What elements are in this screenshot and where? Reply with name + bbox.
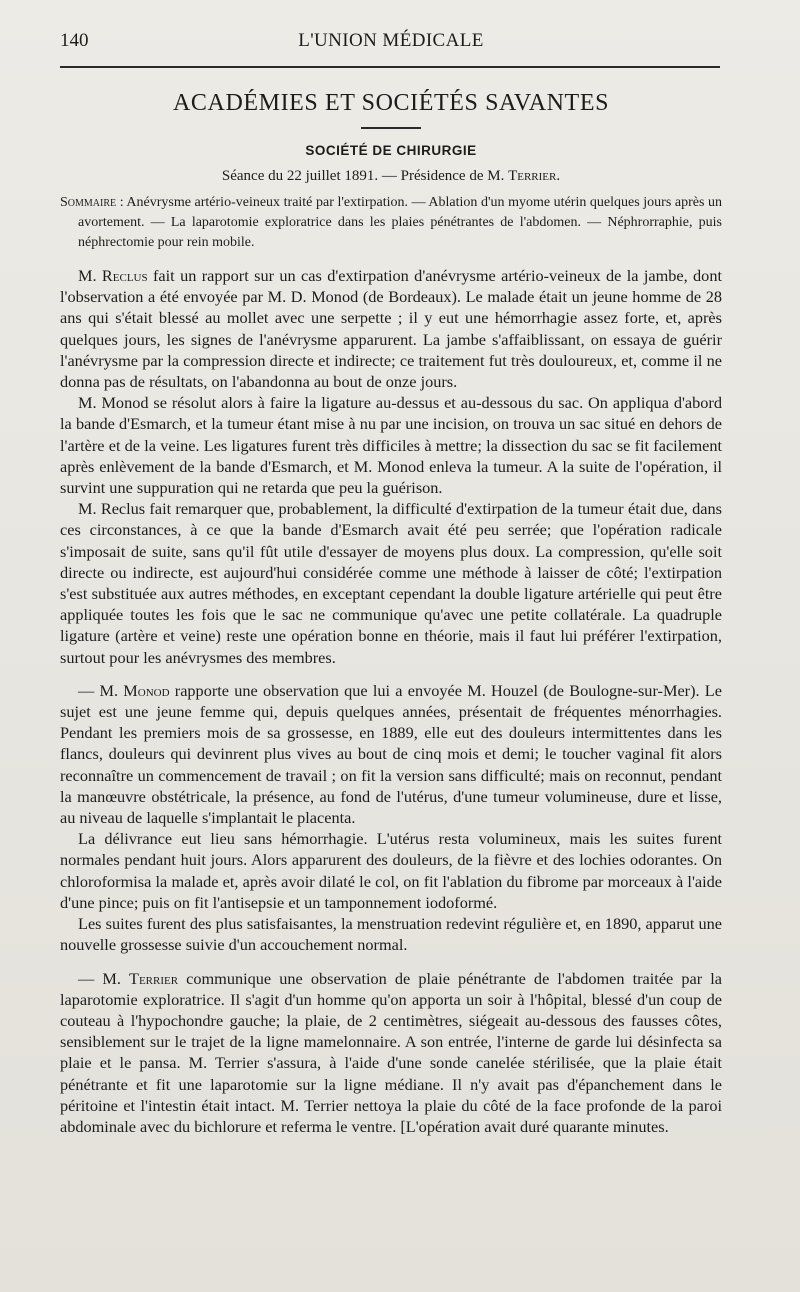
paragraph-delivrance: [60, 828, 722, 913]
header-rule: [60, 66, 720, 68]
society-title: SOCIÉTÉ DE CHIRURGIE: [305, 143, 477, 158]
paragraph-prefix: — M.: [78, 968, 129, 988]
speaker-name: Reclus: [101, 266, 148, 285]
running-head: [60, 30, 722, 60]
paragraph-monod-observation: [60, 680, 722, 828]
paragraph-gap: [60, 668, 722, 680]
paragraph-text: La délivrance eut lieu sans hémorrhagie. L'utérus resta volumineux, mais les suites furent normales pendant huit jours. Alors apparurent des douleurs, de la fièvre et des lochies odorantes. On chloroformisa la malade et, après avoir dilaté le col, on fit l'ablation du fibrome par morceaux à l'aide d'une pince; puis on fit l'antisepsie et un tamponnement iodoformé.: [60, 829, 722, 912]
summary-text: : Anévrysme artério-veineux traité par l'extirpation. — Ablation d'un myome utérin quelques jours après un avortement. — La laparotomie exploratrice dans les plaies pénétrantes de l'abdomen. — Néphrorraphie, puis néphrectomie pour rein mobile.: [78, 195, 722, 250]
paragraph-monod-ligature: [60, 392, 722, 498]
paragraph-prefix: — M.: [78, 680, 124, 700]
paragraph-text: Les suites furent des plus satisfaisantes, la menstruation redevint régulière et, en 1890, apparut une nouvelle grossesse suivie d'un accouchement normal.: [60, 914, 722, 955]
journal-title: L'UNION MÉDICALE: [298, 30, 484, 51]
speaker-name: Terrier: [129, 968, 179, 988]
paragraph-reclus-remarks: [60, 498, 722, 668]
paragraph-text: rapporte une observation que lui a envoyée M. Houzel (de Boulogne-sur-Mer). Le sujet est une jeune femme qui, depuis quelques années, présentait de fréquentes ménorrhagies. Pendant les premiers mois de sa grossesse, en 1889, elle eut des douleurs intermittentes dans les flancs, douleurs qui devinrent plus vives au bout de cinq mois et demi; le toucher vaginal fit alors reconnaître un commencement de travail ; on fit la version sans difficulté; mais on reconnut, pendant la manœuvre obstétricale, la présence, au fond de l'utérus, d'une tumeur volumineuse, dure et lisse, au niveau de laquelle s'implantait le placenta.: [60, 680, 722, 828]
paragraph-suites: [60, 913, 722, 955]
session-text: Séance du 22 juillet 1891. — Présidence de M.: [221, 168, 509, 184]
page-number: 140: [60, 30, 89, 51]
paragraph-reclus-report: [60, 265, 722, 392]
paragraph-gap: [60, 956, 722, 968]
session-line: [60, 168, 722, 185]
summary-label: Sommaire: [60, 195, 117, 210]
session-president: Terrier.: [508, 168, 561, 184]
section-divider: [361, 127, 421, 129]
paragraph-text: fait un rapport sur un cas d'extirpation d'anévrysme artério-veineux de la jambe, dont l'observation a été envoyée par M. D. Monod (de Bordeaux). Le malade était un jeune homme de 28 ans qui s'était blessé au mollet avec une serpette ; il y eut une hémorrhagie assez forte, et, après quelques jours, les signes de l'anévrysme apparurent. La jambe s'affaiblissant, on essaya de guérir l'anévrysme par la compression directe et indirecte; ce traitement fut très douloureux, et, comme il ne donna pas de résultats, on l'abandonna au bout de onze jours.: [60, 266, 722, 392]
paragraph-text: M. Monod se résolut alors à faire la ligature au-dessus et au-dessous du sac. On appliqua d'abord la bande d'Esmarch, et la tumeur étant mise à nu par une incision, on trouva un sac situé en dehors de l'artère et de la veine. Les ligatures furent très difficiles à mettre; la dissection du sac se fit facilement après enlèvement de la bande d'Esmarch, et M. Monod enleva la tumeur. A la suite de l'opération, il survint une suppuration qui ne retarda que peu la guérison.: [60, 393, 722, 498]
paragraph-terrier-observation: [60, 968, 722, 1138]
summary: [60, 193, 722, 253]
paragraph-text: M. Reclus fait remarquer que, probablement, la difficulté d'extirpation de la tumeur était due, dans ces circonstances, à ce que la bande d'Esmarch avait été peu serrée; que l'opération radicale s'imposait de suite, sans qu'il fût utile d'essayer de moyens plus doux. La compression, qu'elle soit directe ou indirecte, est aujourd'hui considérée comme une méthode à laisser de côté; l'extirpation s'est substituée aux autres méthodes, en exceptant cependant la double ligature artérielle qui peut être appliquée toutes les fois que le sac ne communique qu'avec une petite collatérale. La quadruple ligature (artère et veine) reste une opération bonne en théorie, mais il faut lui préférer l'extirpation, surtout pour les anévrysmes des membres.: [60, 499, 722, 667]
paragraph-prefix: M.: [78, 266, 102, 285]
speaker-name: Monod: [123, 680, 170, 700]
section-title: ACADÉMIES ET SOCIÉTÉS SAVANTES: [172, 90, 610, 116]
paragraph-text: communique une observation de plaie pénétrante de l'abdomen traitée par la laparotomie exploratrice. Il s'agit d'un homme qu'on apporta un soir à l'hôpital, blessé d'un coup de couteau à l'hypochondre gauche; la plaie, de 2 centimètres, siégeait au-dessous des fausses côtes, sensiblement sur le trajet de la ligne mamelonnaire. A son entrée, l'interne de garde lui désinfecta sa plaie et le pansa. M. Terrier s'assura, à l'aide d'une sonde canelée stérilisée, que la plaie était pénétrante et fit une laparotomie sur la ligne médiane. Il n'y avait pas d'épanchement dans le péritoine et l'intestin était intact. M. Terrier nettoya la plaie du côté de la face profonde de la paroi abdominale avec du bichlorure et referma le ventre. [L'opération avait duré quarante minutes.: [60, 968, 722, 1136]
